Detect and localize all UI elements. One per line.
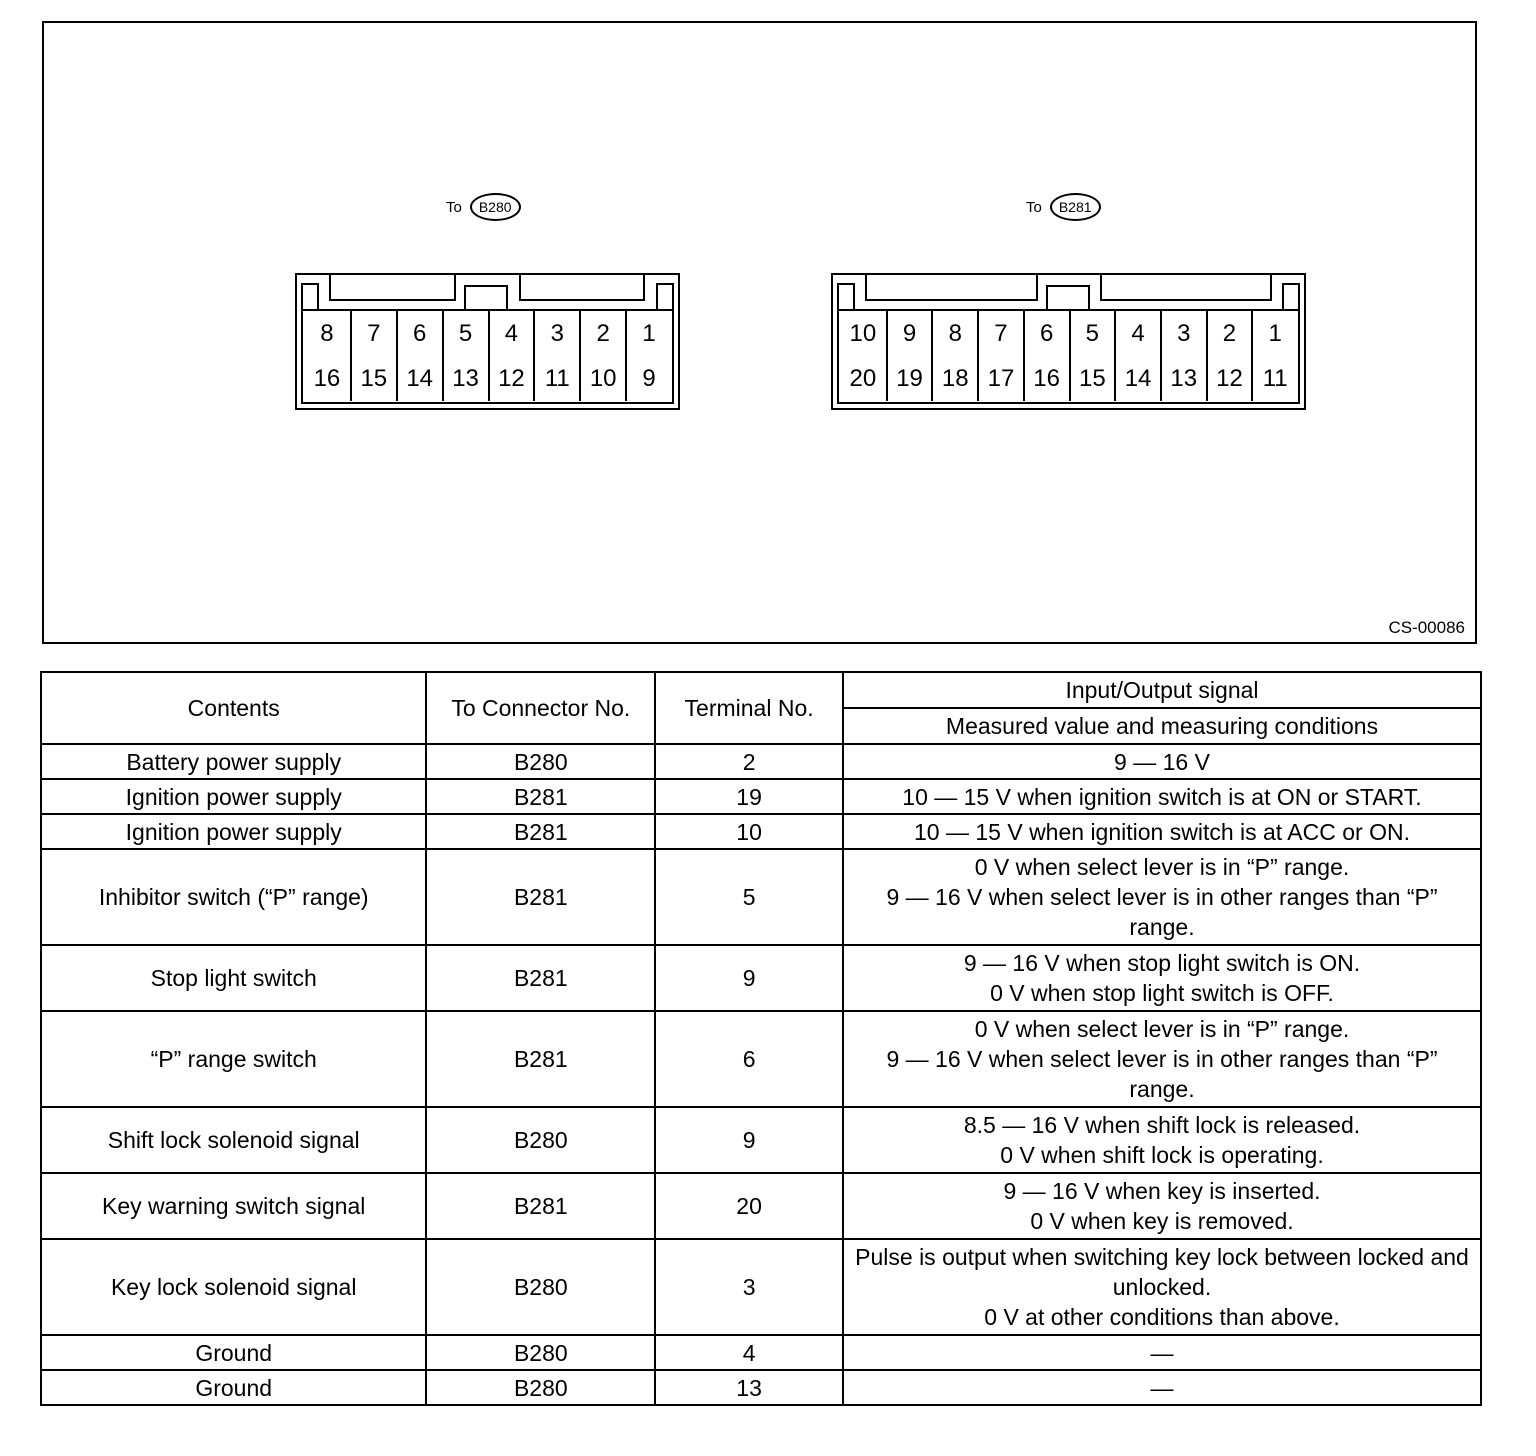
cell-contents: Ground xyxy=(41,1370,426,1405)
table-row xyxy=(41,945,1481,1011)
cell-signal xyxy=(843,1173,1481,1239)
cell-signal xyxy=(843,1107,1481,1173)
pin: 14 xyxy=(396,356,442,401)
signal-line: — xyxy=(1150,1374,1174,1401)
pin: 1 xyxy=(625,311,671,356)
header-terminal: Terminal No. xyxy=(655,672,843,744)
pin: 7 xyxy=(350,311,396,356)
cell-contents: Key warning switch signal xyxy=(41,1173,426,1239)
cell-terminal: 6 xyxy=(655,1011,843,1107)
cell-connector: B281 xyxy=(426,814,655,849)
header-contents: Contents xyxy=(41,672,426,744)
signal-line: 10 — 15 V when ignition switch is at ON or START. xyxy=(902,783,1422,810)
signal-line: 9 — 16 V when select lever is in other ranges than “P” range. xyxy=(886,1046,1438,1102)
connector-b280 xyxy=(295,273,681,411)
pin: 6 xyxy=(1023,311,1069,356)
table-row xyxy=(41,1173,1481,1239)
table-row xyxy=(41,744,1481,779)
pin: 2 xyxy=(1206,311,1252,356)
pin: 12 xyxy=(1206,356,1252,401)
signal-line: 8.5 — 16 V when shift lock is released. xyxy=(963,1112,1361,1138)
cell-signal xyxy=(843,1011,1481,1107)
cell-contents: Battery power supply xyxy=(41,744,426,779)
cell-terminal: 9 xyxy=(655,945,843,1011)
cell-connector: B281 xyxy=(426,1173,655,1239)
cell-connector: B280 xyxy=(426,1335,655,1370)
cell-terminal: 19 xyxy=(655,779,843,814)
pin: 9 xyxy=(886,311,932,356)
cell-contents: Ignition power supply xyxy=(41,814,426,849)
table-row xyxy=(41,779,1481,814)
table-row xyxy=(41,1107,1481,1173)
signal-line: 0 V when select lever is in “P” range. xyxy=(974,1016,1350,1042)
cell-connector: B280 xyxy=(426,1370,655,1405)
pin: 13 xyxy=(1160,356,1206,401)
cell-terminal: 20 xyxy=(655,1173,843,1239)
signal-line: 0 V when key is removed. xyxy=(1030,1208,1294,1234)
connector-id-badge: B280 xyxy=(470,193,521,221)
table-row xyxy=(41,1239,1481,1335)
connector-b281-label xyxy=(1026,193,1101,221)
pin: 17 xyxy=(977,356,1023,401)
signal-line: Pulse is output when switching key lock between locked and unlocked. xyxy=(855,1244,1469,1300)
cell-signal xyxy=(843,814,1481,849)
header-signal-sub: Measured value and measuring conditions xyxy=(843,708,1481,744)
cell-terminal: 10 xyxy=(655,814,843,849)
pin: 5 xyxy=(1069,311,1115,356)
pin: 3 xyxy=(1160,311,1206,356)
connector-b280-pins xyxy=(304,311,671,401)
pin: 9 xyxy=(625,356,671,401)
pin: 8 xyxy=(931,311,977,356)
signal-line: 10 — 15 V when ignition switch is at ACC or ON. xyxy=(914,818,1410,845)
cell-contents: Key lock solenoid signal xyxy=(41,1239,426,1335)
pin: 4 xyxy=(1114,311,1160,356)
pin: 14 xyxy=(1114,356,1160,401)
cell-signal xyxy=(843,744,1481,779)
cell-contents: Ground xyxy=(41,1335,426,1370)
cell-contents: Stop light switch xyxy=(41,945,426,1011)
pin: 11 xyxy=(533,356,579,401)
pin: 8 xyxy=(320,319,334,347)
pin: 6 xyxy=(396,311,442,356)
cell-connector: B281 xyxy=(426,945,655,1011)
pin: 12 xyxy=(488,356,534,401)
connector-b281 xyxy=(831,273,1307,411)
to-label: To xyxy=(1026,198,1042,216)
connector-b281-pins xyxy=(840,311,1297,401)
cell-signal xyxy=(843,779,1481,814)
pin: 2 xyxy=(579,311,625,356)
pin: 19 xyxy=(886,356,932,401)
connector-id-badge: B281 xyxy=(1050,193,1101,221)
cell-terminal: 13 xyxy=(655,1370,843,1405)
pin: 16 xyxy=(1023,356,1069,401)
cell-contents: “P” range switch xyxy=(41,1011,426,1107)
cell-connector: B280 xyxy=(426,1107,655,1173)
cell-connector: B280 xyxy=(426,1239,655,1335)
figure-code: CS-00086 xyxy=(1388,618,1465,637)
cell-terminal: 4 xyxy=(655,1335,843,1370)
pin: 4 xyxy=(488,311,534,356)
cell-connector: B280 xyxy=(426,744,655,779)
signal-line: 0 V when stop light switch is OFF. xyxy=(990,980,1334,1006)
cell-signal xyxy=(843,1335,1481,1370)
pin: 10 xyxy=(579,356,625,401)
pin: 10 xyxy=(849,319,877,347)
pin: 11 xyxy=(1251,356,1297,401)
signal-line: 9 — 16 V when key is inserted. xyxy=(1003,1178,1321,1204)
pin: 7 xyxy=(977,311,1023,356)
cell-terminal: 3 xyxy=(655,1239,843,1335)
signal-line: 0 V when select lever is in “P” range. xyxy=(974,854,1350,880)
table-row xyxy=(41,1335,1481,1370)
connector-diagram xyxy=(42,21,1477,644)
cell-contents: Inhibitor switch (“P” range) xyxy=(41,849,426,945)
header-connector: To Connector No. xyxy=(426,672,655,744)
cell-signal xyxy=(843,1239,1481,1335)
connector-b280-label xyxy=(446,193,521,221)
pin: 13 xyxy=(442,356,488,401)
terminal-signal-table xyxy=(40,671,1482,1406)
cell-connector: B281 xyxy=(426,849,655,945)
signal-line: 0 V at other conditions than above. xyxy=(984,1304,1340,1330)
cell-connector: B281 xyxy=(426,1011,655,1107)
pin: 5 xyxy=(442,311,488,356)
cell-signal xyxy=(843,1370,1481,1405)
pin: 15 xyxy=(350,356,396,401)
pin: 15 xyxy=(1069,356,1115,401)
signal-line: 9 — 16 V when stop light switch is ON. xyxy=(963,950,1361,976)
header-signal: Input/Output signal xyxy=(843,672,1481,708)
cell-terminal: 9 xyxy=(655,1107,843,1173)
pin: 1 xyxy=(1251,311,1297,356)
table-row xyxy=(41,814,1481,849)
cell-contents: Shift lock solenoid signal xyxy=(41,1107,426,1173)
cell-connector: B281 xyxy=(426,779,655,814)
signal-line: 9 — 16 V when select lever is in other ranges than “P” range. xyxy=(886,884,1438,940)
to-label: To xyxy=(446,198,462,216)
cell-signal xyxy=(843,945,1481,1011)
signal-line: 9 — 16 V xyxy=(1114,748,1210,775)
pin: 20 xyxy=(849,364,877,392)
table-row xyxy=(41,849,1481,945)
cell-signal xyxy=(843,849,1481,945)
cell-terminal: 5 xyxy=(655,849,843,945)
table-row xyxy=(41,1370,1481,1405)
signal-line: 0 V when shift lock is operating. xyxy=(1000,1142,1324,1168)
pin: 16 xyxy=(313,364,341,392)
pin: 3 xyxy=(533,311,579,356)
table-header-row xyxy=(41,672,1481,708)
cell-terminal: 2 xyxy=(655,744,843,779)
table-row xyxy=(41,1011,1481,1107)
cell-contents: Ignition power supply xyxy=(41,779,426,814)
pin: 18 xyxy=(931,356,977,401)
signal-line: — xyxy=(1150,1339,1174,1366)
table-body xyxy=(41,744,1481,1405)
